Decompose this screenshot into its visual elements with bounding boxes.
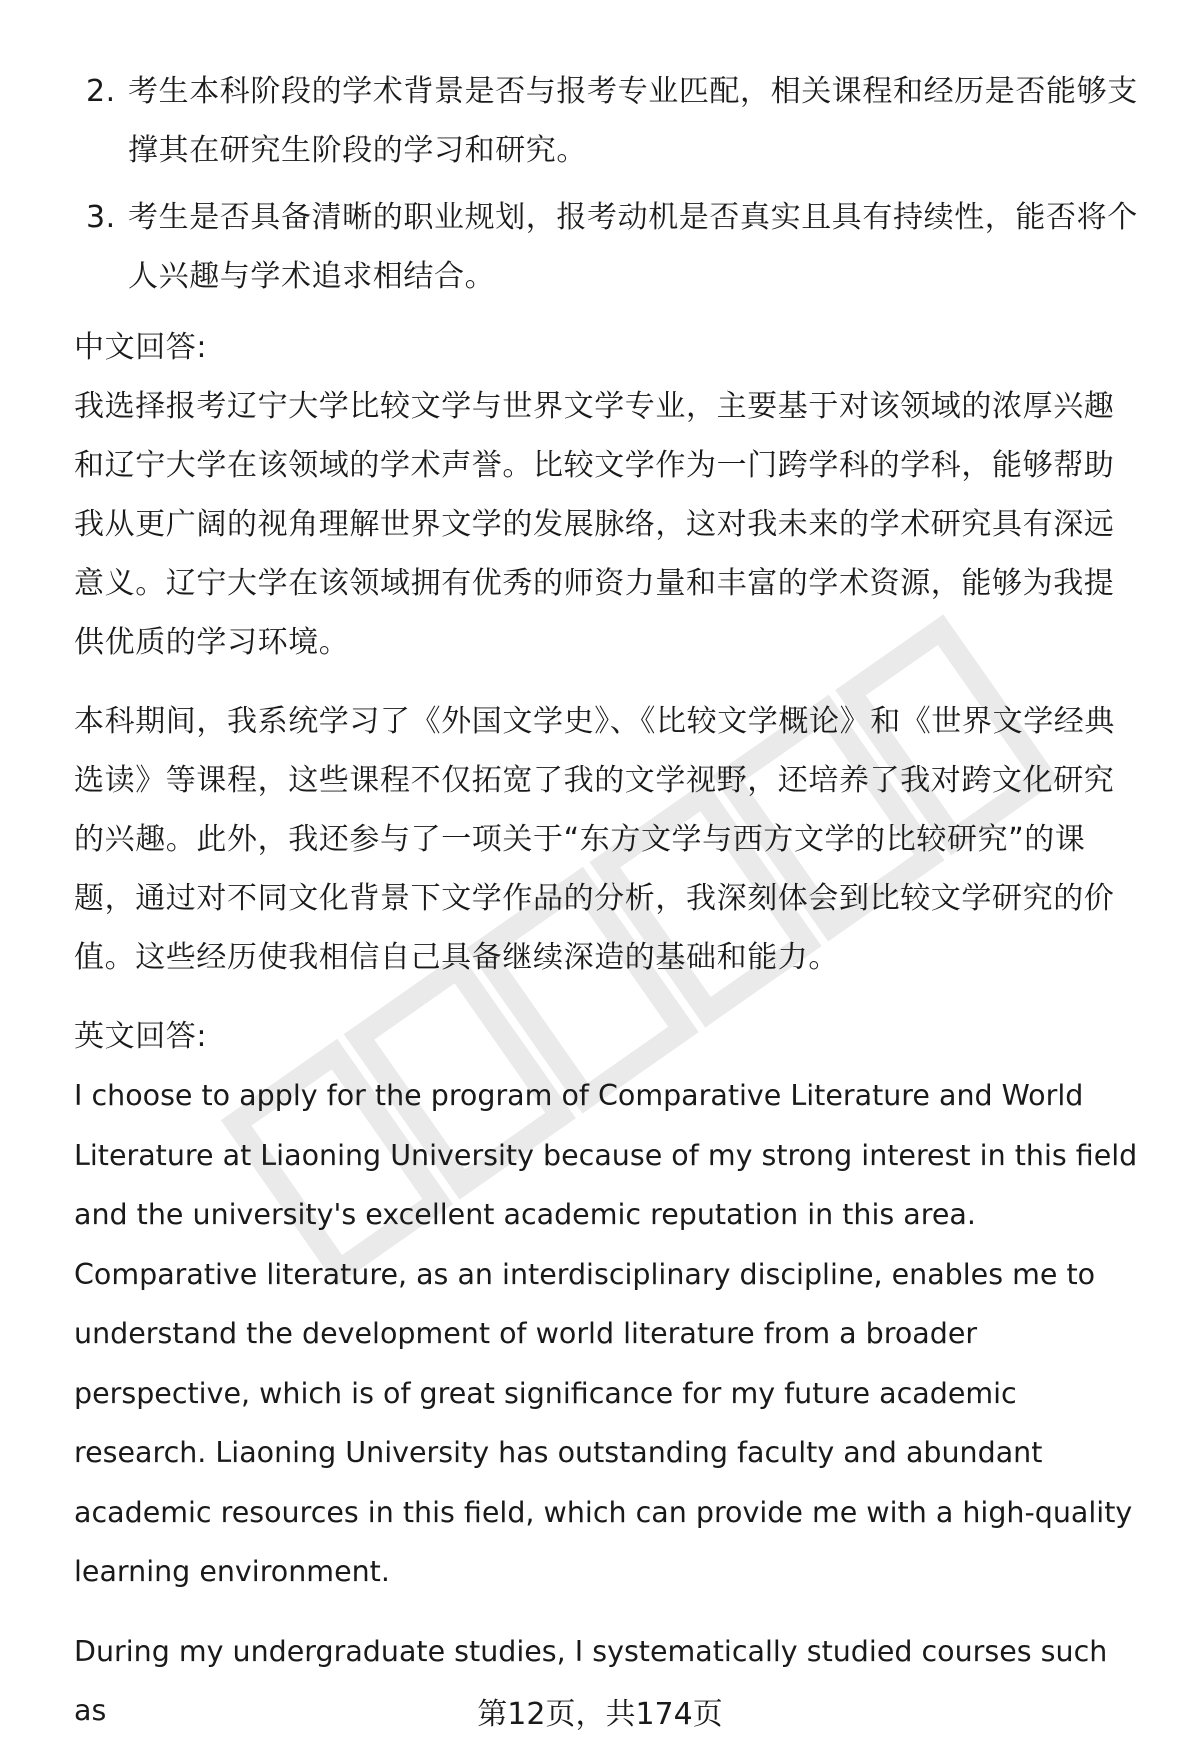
criteria-text: 考生是否具备清晰的职业规划，报考动机是否真实且具有持续性，能否将个人兴趣与学术追求相结合。 bbox=[128, 200, 1138, 294]
english-answer-paragraph-1: I choose to apply for the program of Comparative Literature and World Literature at Liaoning University because of my strong interest in this field and the university's excellent academic reputation in this area. Comparative literature, as an interdisciplinary discipline, enables me to understand the development of world literature from a broader perspective, which is of great significance for my future academic research. Liaoning University has outstanding faculty and abundant academic resources in this field, which can provide me with a high-quality learning environment. bbox=[74, 1079, 1138, 1588]
page-number-footer: 第12页，共174页 bbox=[477, 1697, 723, 1732]
criteria-number: 3. bbox=[86, 200, 116, 235]
evaluation-criteria-list bbox=[74, 62, 1144, 306]
document-body bbox=[74, 62, 1144, 1741]
english-answer-paragraph-2: During my undergraduate studies, I systematically studied courses such as bbox=[74, 1634, 1108, 1727]
criteria-item-2 bbox=[74, 62, 1144, 180]
chinese-answer-paragraph-1: 我选择报考辽宁大学比较文学与世界文学专业，主要基于对该领域的浓厚兴趣和辽宁大学在该领域的学术声誉。比较文学作为一门跨学科的学科，能够帮助我从更广阔的视角理解世界文学的发展脉络，这对我未来的学术研究具有深远意义。辽宁大学在该领域拥有优秀的师资力量和丰富的学术资源，能够为我提供优质的学习环境。 bbox=[74, 389, 1115, 660]
chinese-answer-heading: 中文回答: bbox=[74, 330, 208, 365]
english-answer-heading: 英文回答: bbox=[74, 1019, 208, 1054]
chinese-answer-paragraph-2: 本科期间，我系统学习了《外国文学史》、《比较文学概论》和《世界文学经典选读》等课程，这些课程不仅拓宽了我的文学视野，还培养了我对跨文化研究的兴趣。此外，我还参与了一项关于“东方文学与西方文学的比较研究”的课题，通过对不同文化背景下文学作品的分析，我深刻体会到比较文学研究的价值。这些经历使我相信自己具备继续深造的基础和能力。 bbox=[74, 704, 1115, 975]
criteria-text: 考生本科阶段的学术背景是否与报考专业匹配，相关课程和经历是否能够支撑其在研究生阶段的学习和研究。 bbox=[128, 74, 1138, 168]
criteria-item-3 bbox=[74, 188, 1144, 306]
criteria-number: 2. bbox=[86, 74, 116, 109]
